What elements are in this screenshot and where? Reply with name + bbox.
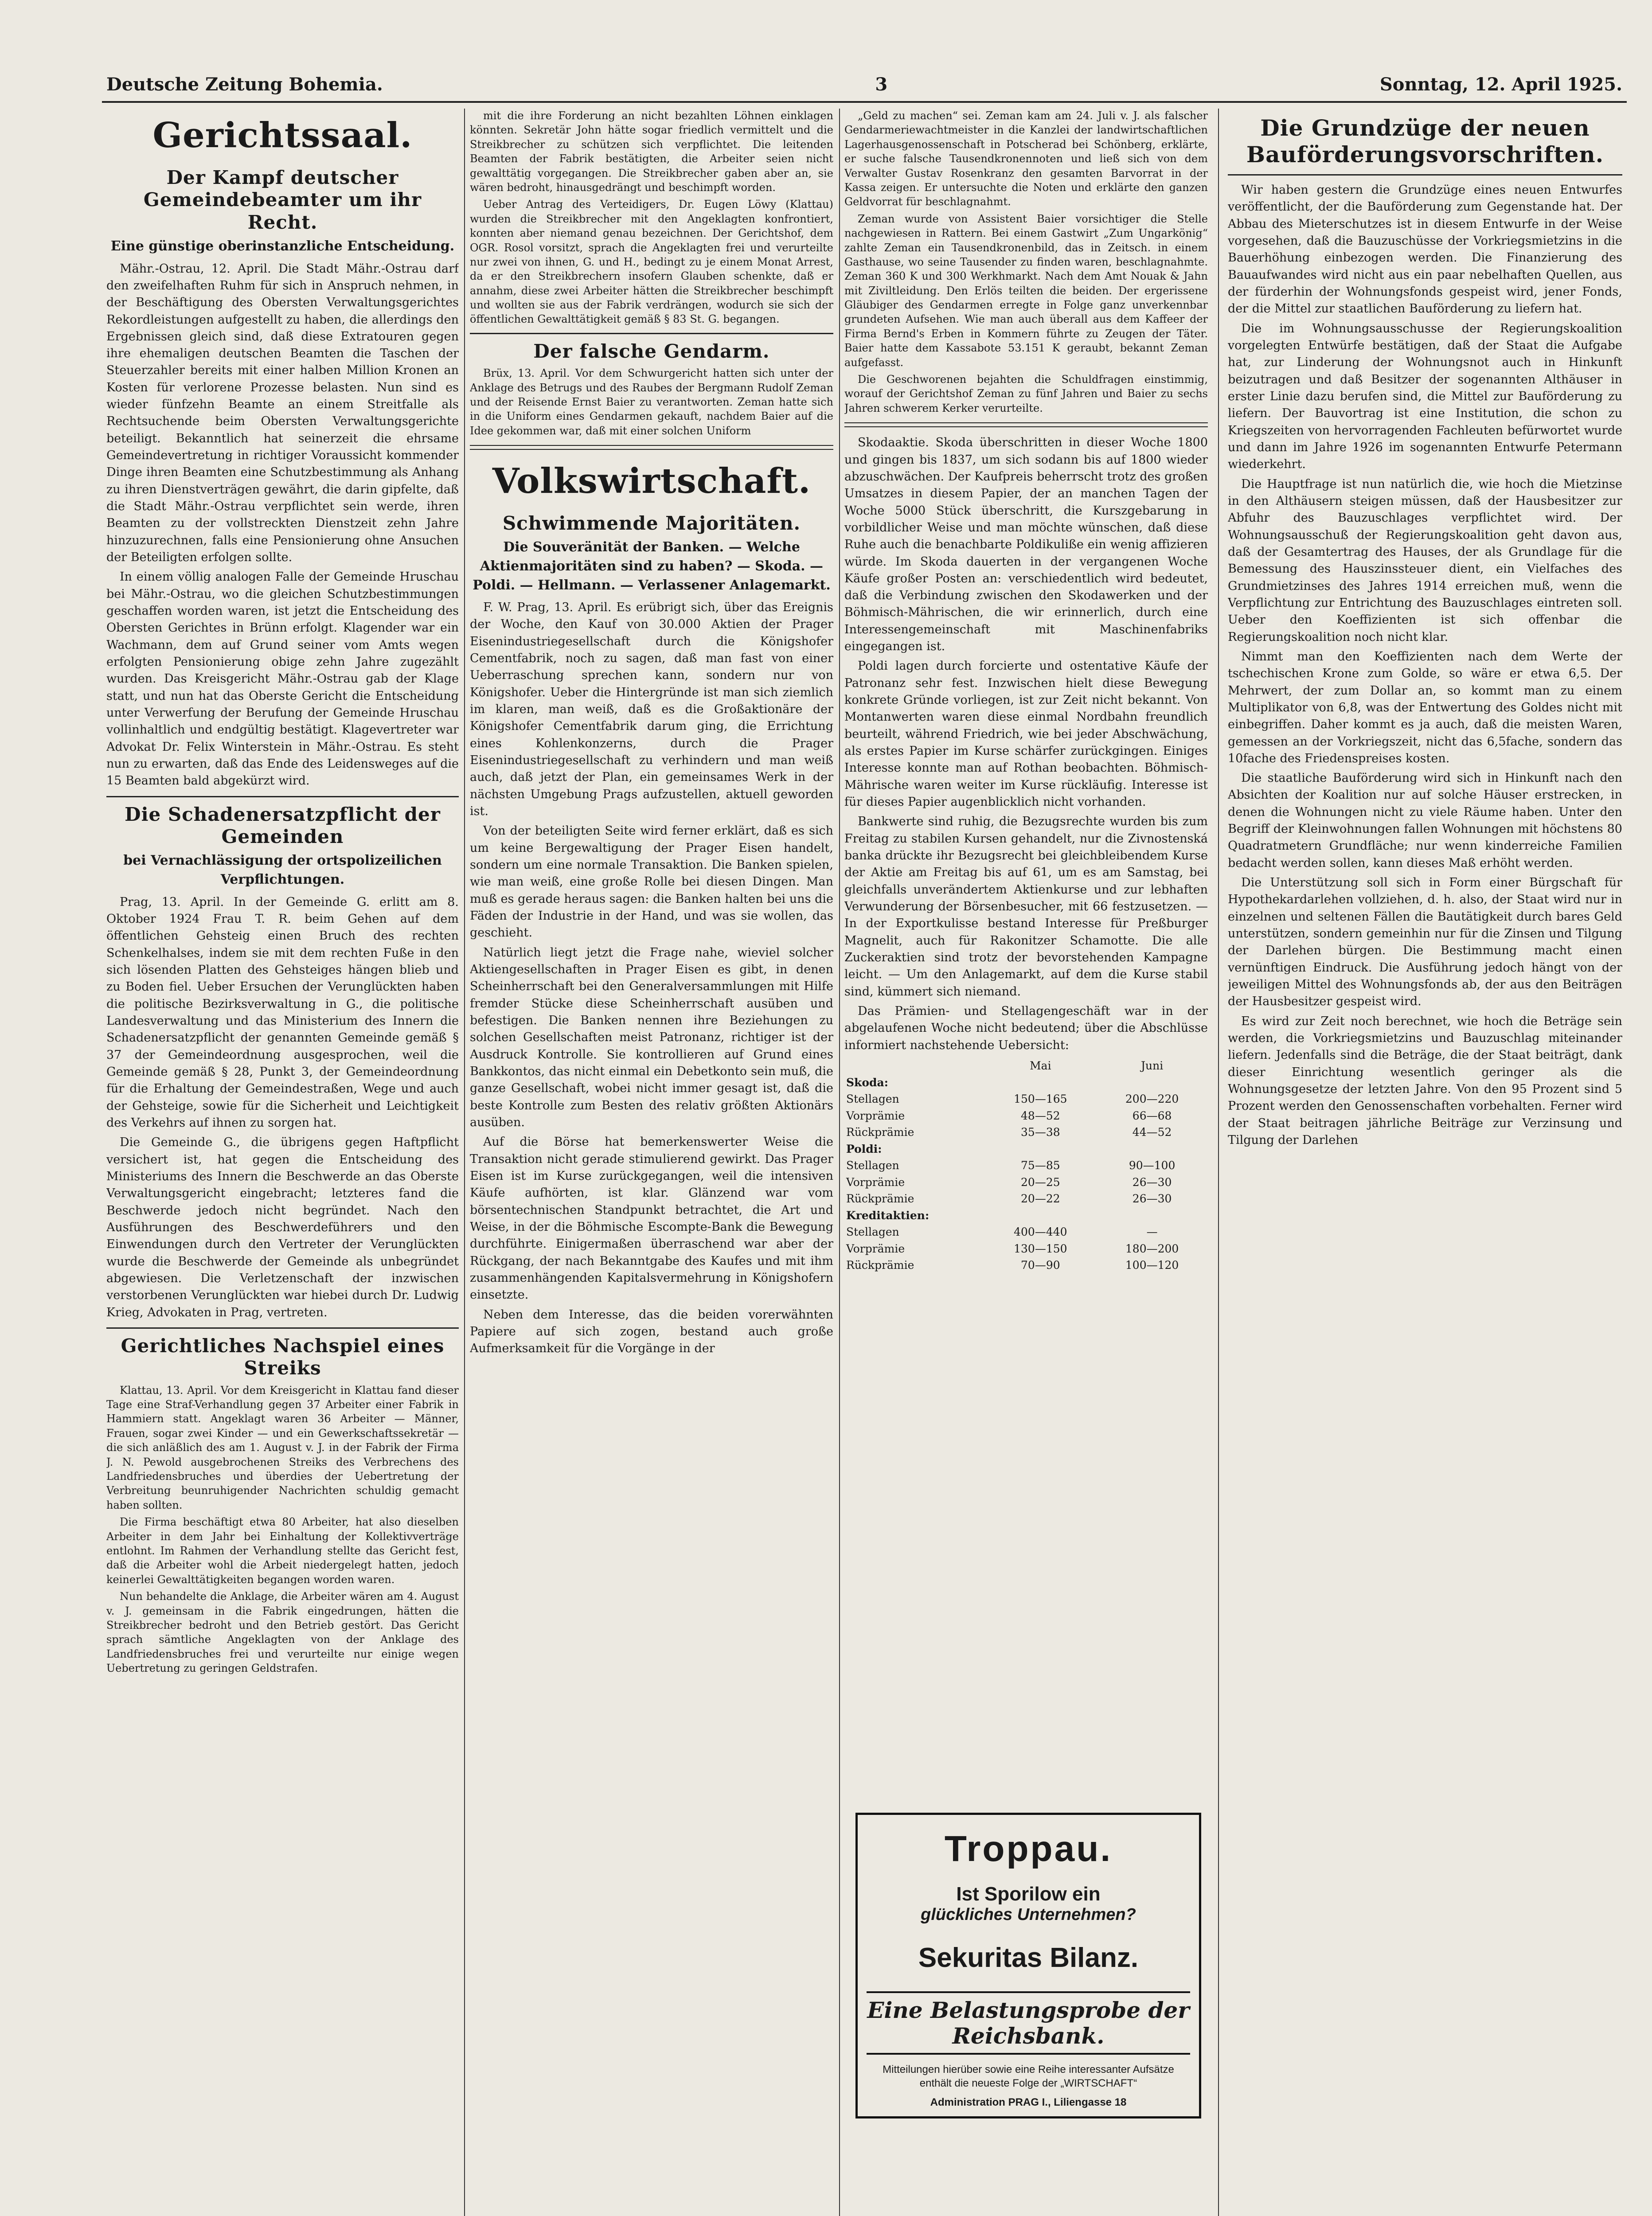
column-2 — [470, 109, 833, 2216]
article-paragraph: Die Unterstützung soll sich in Form einer Bürgschaft für Hypothekardarlehen vollziehen, d. h. also, der Staat wird nur in einzelnen und seltenen Fällen die Bautätigkeit durch bares Geld unterstützen, sondern gemeinhin nur für die Zinsen und Tilgung der Darlehen bürgen. Die Bestimmung macht einen vernünftigen Eindruck. Die Ausführung jedoch hängt von der jeweiligen Mittel des Wohnungsfonds ab, der aus den Beiträgen der Hausbesitzer gespeist wird. — [1228, 876, 1622, 1009]
table-cell: 44—52 — [1132, 1126, 1172, 1139]
article-title: Schwimmende Majoritäten. — [502, 512, 801, 534]
table-cell: Rückprämie — [846, 1192, 914, 1206]
table-cell: 150—165 — [1014, 1092, 1067, 1106]
table-group-label: Kreditaktien: — [846, 1209, 929, 1222]
article-paragraph: Es wird zur Zeit noch berechnet, wie hoch die Beträge sein werden, die Vorkriegsmietzins und Bauzuschlag miteinander liefern. Jedenfalls sind die Beträge, die der Staat beiträgt, dank dieser Einrichtung wesentlich geringer als die Wohnungsgesetze der letzten Jahre. Von den 95 Prozent sind 5 Prozent werden den Genossenschaften vorbehalten. Ferner wird der Staat beitragen jährliche Beiträge zur Verzinsung und Tilgung der Darlehen — [1228, 1014, 1622, 1147]
article-paragraph: Prag, 13. April. In der Gemeinde G. erlitt am 8. Oktober 1924 Frau T. R. beim Gehen auf dem öffentlichen Gehsteig einen Bruch des rechten Schenkelhalses, indem sie mit dem rechten Fuße in den sich lösenden Platten des Gehsteiges hängen blieb und zu Boden fiel. Ueber Ersuchen der Verunglückten haben die politische Bezirksverwaltung in G., die politische Landesverwaltung und das Ministerium des Innern die Schadenersatzpflicht der genannten Gemeinde gemäß § 37 der Gemeindeordnung ausgesprochen, weil die Gemeinde gemäß § 28, Punkt 3, der Gemeindeordnung für die Erhaltung der Gemeindestraßen, Wege und auch der Gehsteige, sowie für die Sicherheit und Leichtigkeit des Verkehrs auf ihnen zu sorgen hat. — [106, 895, 459, 1130]
table-cell: 180—200 — [1125, 1242, 1179, 1255]
table-header-cell — [844, 1057, 984, 1074]
table-cell: 20—22 — [1021, 1192, 1060, 1206]
article-paragraph: Poldi lagen durch forcierte und ostentative Käufe der Patronanz sehr fest. Inzwischen hielt diese Bewegung konkrete Gründe vorliegen, ist zur Zeit nicht bekannt. Von Montanwerten waren diese einmal Nordbahn freundlich beurteilt, während Friedrich, wie bei jeder Abschwächung, als erstes Papier im Kurse schärfer zurückgingen. Einiges Interesse konnte man auf Rothan beobachten. Böhmisch-Mährische waren weiter im Kurse rückläufig. Interesse ist für dieses Papier augenblicklich nicht vorhanden. — [844, 659, 1208, 809]
article-divider — [470, 333, 833, 334]
table-header-cell: Mai — [1030, 1059, 1051, 1073]
table-group-label: Poldi: — [846, 1142, 882, 1155]
running-header — [106, 71, 1622, 98]
table-cell: Stellagen — [846, 1159, 899, 1172]
header-rule — [102, 101, 1627, 103]
article-paragraph: Wir haben gestern die Grundzüge eines neuen Entwurfes veröffentlicht, der die Bauförderung zum Gegenstande hat. Der Abbau des Mieterschutzes ist in diesem Entwurfe in der Weise vorgesehen, daß die Bauzuschüsse der Vorkriegsmietzins in die Bauerhöhung einbezogen werden. Die Finanzierung des Bauaufwandes wird nicht aus ein paar nebelhaften Quellen, aus der fürderhin der Wohnungsfonds gespeist wird, jener Fonds, der die Mittel zur staatlichen Bauförderung zu liefern hat. — [1228, 183, 1622, 316]
table-row — [844, 1108, 1208, 1124]
table-cell: Rückprämie — [846, 1259, 914, 1272]
section-divider — [844, 422, 1208, 427]
article-paragraph: Die Geschworenen bejahten die Schuldfragen einstimmig, worauf der Gerichtshof Zeman zu fünf Jahren und Baier zu sechs Jahren schwerem Kerker verurteilte. — [844, 373, 1208, 414]
column-rule — [464, 109, 465, 2216]
table-cell: 26—30 — [1132, 1175, 1172, 1189]
article-paragraph: Von der beteiligten Seite wird ferner erklärt, daß es sich um keine Bergewaltigung der Prager Eisen handelt, sondern um eine normale Transaktion. Die Banken spielen, wie man weiß, eine große Rolle bei diesen Dingen. Man muß es gerade heraus sagen: die Banken halten bei uns die Fäden der Industrie in der Hand, und was sie wollen, das geschieht. — [470, 824, 833, 940]
article-paragraph: mit die ihre Forderung an nicht bezahlten Löhnen einklagen könnten. Sekretär John hätte sogar friedlich vermittelt und die Streikbrecher zu schützen sich verpflichtet. Die leitenden Beamten der Fabrik bestätigten, die Arbeiter seien nicht gewalttätig vorgegangen. Die Streikbrecher gaben aber an, sie wären bedroht, hinausgedrängt und beschimpft worden. — [470, 109, 833, 194]
article-paragraph: Die im Wohnungsausschusse der Regierungskoalition vorgelegten Entwürfe bestätigen, daß der Staat die Aufgabe hat, zur Linderung der Wohnungsnot auch in Hinkunft beizutragen und daß Besitzer der sogenannten Althäuser in erster Linie dazu berufen sind, die Mittel zur Bauförderung zu liefern. Der Bauvortrag ist eine Institution, die schon zu Kriegszeiten von hervorragenden Fachleuten befürwortet wurde und dann im Jahre 1926 im sogenannten Entwurfe Petermann wiederkehrt. — [1228, 321, 1622, 472]
table-cell: 20—25 — [1021, 1175, 1060, 1189]
table-group-row — [844, 1207, 1208, 1224]
table-cell: — — [1146, 1225, 1158, 1239]
table-cell: Stellagen — [846, 1092, 899, 1106]
article-paragraph: Die Gemeinde G., die übrigens gegen Haftpflicht versichert ist, hat gegen die Entscheidung des Ministeriums des Innern die Beschwerde an das Oberste Verwaltungsgericht eingebracht; letzteres fand die Beschwerde jedoch nicht begründet. Nach den Ausführungen des Beschwerdeführers und den Einwendungen durch den Vertreter der Verunglückten wurde die Beschwerde der Gemeinde als unbegründet abgewiesen. Die Verletzenschaft der inzwischen verstorbenen Verunglückten war hiebei durch Dr. Ludwig Krieg, Advokaten in Prag, vertreten. — [106, 1135, 459, 1319]
table-cell: Vorprämie — [846, 1109, 905, 1122]
section-title-volkswirtschaft: Volkswirtschaft. — [492, 461, 811, 502]
article-paragraph: Die Firma beschäftigt etwa 80 Arbeiter, hat also dieselben Arbeiter in dem Jahr bei Einhaltung der Kollektivverträge entlohnt. Im Rahmen der Verhandlung stellte das Gericht fest, daß die Arbeiter wohl die Arbeit niedergelegt hatten, jedoch keinerlei Gewalttätigkeiten begangen worden waren. — [106, 1516, 459, 1586]
ad-question: Ist Sporilow ein — [956, 1883, 1101, 1905]
table-cell: Vorprämie — [846, 1175, 905, 1189]
table-row — [844, 1174, 1208, 1191]
article-divider — [106, 1327, 459, 1329]
table-cell: 26—30 — [1132, 1192, 1172, 1206]
column-rule — [1218, 109, 1219, 2216]
article-paragraph: Skodaaktie. Skoda überschritten in dieser Woche 1800 und gingen bis 1837, um sich sodann bis auf 1800 wieder abzuschwächen. Der Kaufpreis beherrscht trotz des großen Umsatzes in diesem Papier, der an manchen Tagen der Woche 5000 Stück überschritt, die Kurszgebarung in vorbildlicher Weise und man möchte wünschen, daß diese Ruhe auch die benachbarte Poldikuliße ein wenig affizieren würde. Im Skoda dauerten in der vergangenen Woche Käufe großer Posten an: verschiedentlich wird bedeutet, daß die Verbindung zwischen den Skodawerken und der Böhmisch-Mährischen, die wir erinnerlich, durch eine Interessengemeinschaft mit Maschinenfabriks eingegangen ist. — [844, 436, 1208, 654]
table-cell: 35—38 — [1021, 1126, 1060, 1139]
ad-topic-2: Eine Belastungsprobe der Reichsbank. — [867, 1991, 1190, 2055]
article-divider — [1228, 174, 1622, 176]
table-cell: 48—52 — [1021, 1109, 1060, 1122]
column-4 — [1228, 109, 1622, 2216]
table-cell: 100—120 — [1125, 1259, 1179, 1272]
masthead-left: Deutsche Zeitung Bohemia. — [106, 74, 383, 95]
table-cell: Vorprämie — [846, 1242, 905, 1255]
market-table-body — [844, 1074, 1208, 1274]
table-row — [844, 1190, 1208, 1207]
article-paragraph: Neben dem Interesse, das die beiden vorerwähnten Papiere auf sich zogen, bestand auch große Aufmerksamkeit für die Vorgänge in der — [470, 1307, 833, 1356]
article-paragraph: Nimmt man den Koeffizienten nach dem Werte der tschechischen Krone zum Golde, so wäre er etwa 6,5. Der Mehrwert, der zum Dollar an, so kommt man zu einem Multiplikator von 6,8, was der Entwertung des Goldes nicht mit einbegriffen. Daher kommt es ja auch, daß die meisten Waren, gemessen an der Vorkriegszeit, nicht das 6,5fache, sondern das 10fache des Friedenspreises kosten. — [1228, 649, 1622, 765]
table-group-row — [844, 1074, 1208, 1091]
article-paragraph: Das Prämien- und Stellagengeschäft war in der abgelaufenen Woche nicht bedeutend; über die Abschlüsse informiert nachstehende Uebersicht: — [844, 1004, 1208, 1052]
table-row — [844, 1224, 1208, 1241]
article-paragraph: Zeman wurde von Assistent Baier vorsichtiger die Stelle nachgewiesen in Rattern. Bei einem Gastwirt „Zum Ungarkönig“ zahlte Zeman ein Tausendkronenbild, das in Zeitsch. in einem Gasthause, wo seine Tausender zu finden waren, beschlagnahmte. Zeman 360 K und 300 Werkhmarkt. Nach dem Amt Nouak & Jahn mit Ziviltleidung. Den Erlös teilten die beiden. Der ergerissene Gläubiger des Gendarmen erregte in Folge ganz unverkennbar grundeten Aufsehen. Wie man auch überall aus dem Kaffeer der Firma Bernd's Erben in Kommern führte zu Zeugen der Täter. Baier hatte dem Kassabote 53.151 K geraubt, bekannt Zeman aufgefasst. — [844, 212, 1208, 369]
article-divider — [106, 796, 459, 797]
table-cell: 130—150 — [1014, 1242, 1067, 1255]
table-header-cell: Juni — [1140, 1059, 1164, 1073]
issue-date: Sonntag, 12. April 1925. — [1379, 74, 1622, 95]
article-paragraph: „Geld zu machen“ sei. Zeman kam am 24. Juli v. J. als falscher Gendarmeriewachtmeister in die Kanzlei der landwirtschaftlichen Lagerhausgenossenschaft in Potscherad bei Schönberg, erklärte, er suche falsche Tausendkronennoten und ließ sich von dem Verwalter Gustav Rosenkranz den gesamten Barvorrat in der Kassa zeigen. Er untersuchte die Noten und erklärte den ganzen Geldvorrat für beschlagnahmt. — [844, 109, 1208, 208]
article-title: Die Schadenersatzpflicht der Gemeinden — [125, 803, 441, 848]
article-title: Der Kampf deutscher Gemeindebeamter um ihr Recht. — [143, 166, 422, 233]
article-paragraph: Natürlich liegt jetzt die Frage nahe, wieviel solcher Aktiengesellschaften in Prager Eisen es gibt, in denen Scheinherrschaft bei den Generalversammlungen mit Hilfe fremder Stücke diese Scheinherrschaft ausüben und befestigen. Die Banken nennen ihre Beziehungen zu solchen Gesellschaften meist Patronanz, richtiger ist der Ausdruck Kontrolle. Sie kontrollieren auf Grund eines Bankkontos, das nicht einmal ein Debetkonto sein muß, die ganze Gesellschaft, wobei nicht immer gesagt ist, daß die beste Kontrolle zum Besten des relativ größten Aktionärs ausüben. — [470, 945, 833, 1129]
table-cell: Rückprämie — [846, 1126, 914, 1139]
table-row — [844, 1157, 1208, 1174]
article-paragraph: Klattau, 13. April. Vor dem Kreisgericht in Klattau fand dieser Tage eine Straf-Verhandlung gegen 37 Arbeiter einer Fabrik in Hammiern statt. Angeklagt waren 36 Arbeiter — Männer, Frauen, sogar zwei Kinder — und ein Gewerkschaftssekretär — die sich anläßlich des am 1. August v. J. in der Fabrik der Firma J. N. Pewold ausgebrochenen Streiks des Verbrechens des Landfriedensbruches und überdies der Uebertretung der Verbreitung beunruhigender Nachrichten schuldig gemacht haben sollten. — [106, 1384, 459, 1511]
section-divider — [470, 445, 833, 450]
article-paragraph: Ueber Antrag des Verteidigers, Dr. Eugen Löwy (Klattau) wurden die Streikbrecher mit den Angeklagten konfrontiert, konnten aber niemand genau bezeichnen. Der Gerichtshof, dem OGR. Rosol vorsitzt, sprach die Angeklagten frei und verurteilte nur zwei von ihnen, G. und H., bedingt zu je einem Monat Arrest, da er den Streikbrechern insofern Glauben schenkte, daß er annahm, diese zwei Arbeiter hätten die Streikbrecher beschimpft und wollten sie aus der Fabrik verdrängen, wodurch sie sich der öffentlichen Gewalttätigkeit gemäß § 83 St. G. begangen. — [470, 198, 833, 326]
table-cell: 70—90 — [1021, 1259, 1060, 1272]
ad-headline: Troppau. — [944, 1829, 1113, 1869]
table-cell: 400—440 — [1014, 1225, 1067, 1239]
article-paragraph: Die staatliche Bauförderung wird sich in Hinkunft nach den Absichten der Koalition nur auf solche Häuser erstrecken, in denen die Wohnungen nicht zu viele Räume haben. Unter den Begriff der Kleinwohnungen fallen Wohnungen mit höchstens 80 Quadratmetern Grundfläche; nur wenn kinderreiche Familien bedacht werden sollen, kann dieses Maß erhöht werden. — [1228, 771, 1622, 870]
ad-info: Mitteilungen hierüber sowie eine Reihe interessanter Aufsätze enthält die neueste Folge der „WIRTSCHAFT“ — [883, 2064, 1174, 2090]
article-paragraph: Auf die Börse hat bemerkenswerter Weise die Transaktion nicht gerade stimulierend gewirkt. Das Prager Eisen ist im Kurse zurückgegangen, weil die intensiven Käufe aufhörten, ist klar. Glänzend war vom börsentechnischen Standpunkt betrachtet, die Art und Weise, in der die Böhmische Escompte-Bank die Bewegung durchführte. Einigermaßen überraschend war aber der Rückgang, der nach Bekanntgabe des Kaufes und mit ihm zusammenhängenden Kapitalsvermehrung in Königshofern einsetzte. — [470, 1135, 833, 1302]
ad-topic: Sekuritas Bilanz. — [918, 1943, 1139, 1973]
column-1 — [106, 109, 459, 2216]
article-subtitle: bei Vernachlässigung der ortspolizeilichen Verpflichtungen. — [123, 853, 442, 888]
article-paragraph: In einem völlig analogen Falle der Gemeinde Hruschau bei Mähr.-Ostrau, wo die gleichen Schutzbestimmungen geschaffen worden waren, ist jetzt die Entscheidung des Obersten Gerichtes in Brünn erfolgt. Klagender war ein Wachmann, dem auf Grund seiner vom Amts wegen erfolgten Pensionierung obige zehn Jahre zugezählt wurden. Das Kreisgericht Mähr.-Ostrau gab der Klage statt, und nun hat das Oberste Gericht die Entscheidung unter Verwerfung der Berufung der Gemeinde Hruschau vollinhaltlich und endgültig bestätigt. Klagevertreter war Advokat Dr. Felix Winterstein in Mähr.-Ostrau. Es steht nun zu erwarten, daß das Ende des Leidensweges auf die 15 Beamten bald abgekürzt wird. — [106, 570, 459, 788]
article-paragraph: Mähr.-Ostrau, 12. April. Die Stadt Mähr.-Ostrau darf den zweifelhaften Ruhm für sich in Anspruch nehmen, in der Beschäftigung des Obersten Verwaltungsgerichtes Rekordleistungen aufgestellt zu haben, die allerdings den Ergebnissen gleich sind, daß diese Extratouren gegen ihre ehemaligen deutschen Beamten die Taschen der Steuerzahler bereits mit einer halben Million Kronen an Kosten für verlorene Prozesse belasten. Nun sind es wieder fünfzehn Beamte an einem Streitfalle als Rechtsuchende beim Obersten Verwaltungsgerichte beteiligt. Bekanntlich hat seinerzeit die ehrsame Gemeindevertretung in richtiger Voraussicht kommender Dinge ihren Beamten eine Schutzbestimmung als Anhang zu ihren Dienstverträgen gewährt, die darin gipfelte, daß die Stadt Mähr.-Ostrau verpflichtet sein werde, ihren Beamten zu der vollstreckten Dienstzeit zehn Jahre hinzuzurechnen, falls eine Pensionierung ohne Ansuchen der Beteiligten erfolgen sollte. — [106, 261, 459, 565]
table-header-row — [844, 1057, 1208, 1074]
table-row — [844, 1124, 1208, 1141]
article-paragraph: Nun behandelte die Anklage, die Arbeiter wären am 4. August v. J. gemeinsam in die Fabrik eingedrungen, hätten die Streikbrecher bedroht und den Betrieb gestört. Das Gericht sprach sämtliche Angeklagten von der Anklage des Landfriedensbruches frei und verurteilte nur einige wegen Uebertretung zu geringen Geldstrafen. — [106, 1590, 459, 1675]
table-cell: 200—220 — [1125, 1092, 1179, 1106]
article-paragraph: Brüx, 13. April. Vor dem Schwurgericht hatten sich unter der Anklage des Betrugs und des Raubes der Bergmann Rudolf Zeman und der Reisende Ernst Baier zu verantworten. Zeman hatte sich in die Uniform eines Gendarmen gekauft, nachdem Baier auf die Idee gekommen war, daß mit einer solchen Uniform — [470, 367, 833, 437]
article-title: Die Grundzüge der neuen Bauförderungsvorschriften. — [1246, 115, 1604, 168]
column-rule — [839, 109, 840, 2216]
section-title-gerichtssaal: Gerichtssaal. — [152, 115, 413, 156]
table-row — [844, 1091, 1208, 1108]
article-paragraph: Bankwerte sind ruhig, die Bezugsrechte wurden bis zum Freitag zu stabilen Kursen gehandelt, nur die Zivnostenská banka drückte ihr Bezugsrecht bei gleichbleibendem Kurse der Aktie am Freitag bis auf 61, um es am Samstag, bei gleichfalls unverändertem Aktienkurse und zur lebhaften Verwunderung der Börsenbesucher, mit 66 festzusetzen. — In der Exportkulisse bestand Interesse für Preßburger Magnelit, auch für Rakonitzer Schamotte. Die alle Zuckeraktien sind trotz der bevorstehenden Kampagne leicht. — Um den Anlagemarkt, auf dem die Kurse stabil sind, kümmert sich niemand. — [844, 815, 1208, 999]
article-subtitle: Eine günstige oberinstanzliche Entscheidung. — [110, 238, 455, 254]
table-cell: 90—100 — [1129, 1159, 1176, 1172]
article-paragraph: F. W. Prag, 13. April. Es erübrigt sich, über das Ereignis der Woche, den Kauf von 30.000 Aktien der Prager Eisenindustriegesellschaft durch die Königshofer Cementfabrik, noch zu sagen, daß man fast von einer Ueberraschung sprechen kann, sondern nur von Königshofer. Ueber die Hintergründe ist man sich ziemlich im klaren, man weiß, daß es die Großaktionäre der Königshofer Cementfabrik darum ging, die Errichtung eines Kohlenkonzerns, durch die Prager Eisenindustriegesellschaft zu verhindern und man weiß auch, daß jetzt der Plan, ein gemeinsames Werk in der nächsten Umgebung Prags aufzustellen, aktuell geworden ist. — [470, 601, 833, 819]
table-row — [844, 1241, 1208, 1257]
market-table — [844, 1057, 1208, 1274]
table-cell: 66—68 — [1132, 1109, 1172, 1122]
table-row — [844, 1257, 1208, 1274]
advertisement-box — [855, 1813, 1201, 2118]
table-group-row — [844, 1141, 1208, 1158]
article-paragraph: Die Hauptfrage ist nun natürlich die, wie hoch die Mietzinse in den Althäusern steigen müssen, daß der Hausbesitzer zur Abfuhr des Bauzuschlages verpflichtet wird. Der Wohnungsausschuß der Regierungskoalition geht davon aus, daß der Gesamtertrag des Hauses, der als Grundlage für die Bemessung des Hauszinssteuer dient, ein Vielfaches des Grundmietzinses des Jahres 1914 erreichen muß, wenn die Verpflichtung zur Entrichtung des Bauzuschlages eintreten soll. Ueber den Koeffizienten ist sich offenbar die Regierungskoalition noch nicht klar. — [1228, 477, 1622, 644]
table-group-label: Skoda: — [846, 1076, 888, 1089]
ad-question-cont: glückliches Unternehmen? — [921, 1905, 1136, 1924]
article-title: Gerichtliches Nachspiel eines Streiks — [121, 1334, 445, 1379]
article-subtitle: Die Souveränität der Banken. — Welche Aktienmajoritäten sind zu haben? — Skoda. — Poldi. — Hellmann. — Verlassener Anlagemarkt. — [473, 539, 831, 593]
table-cell: Stellagen — [846, 1225, 899, 1239]
table-cell: 75—85 — [1021, 1159, 1060, 1172]
page-number: 3 — [875, 74, 888, 95]
ad-address: Administration PRAG I., Liliengasse 18 — [930, 2096, 1127, 2109]
article-title: Der falsche Gendarm. — [533, 340, 770, 362]
